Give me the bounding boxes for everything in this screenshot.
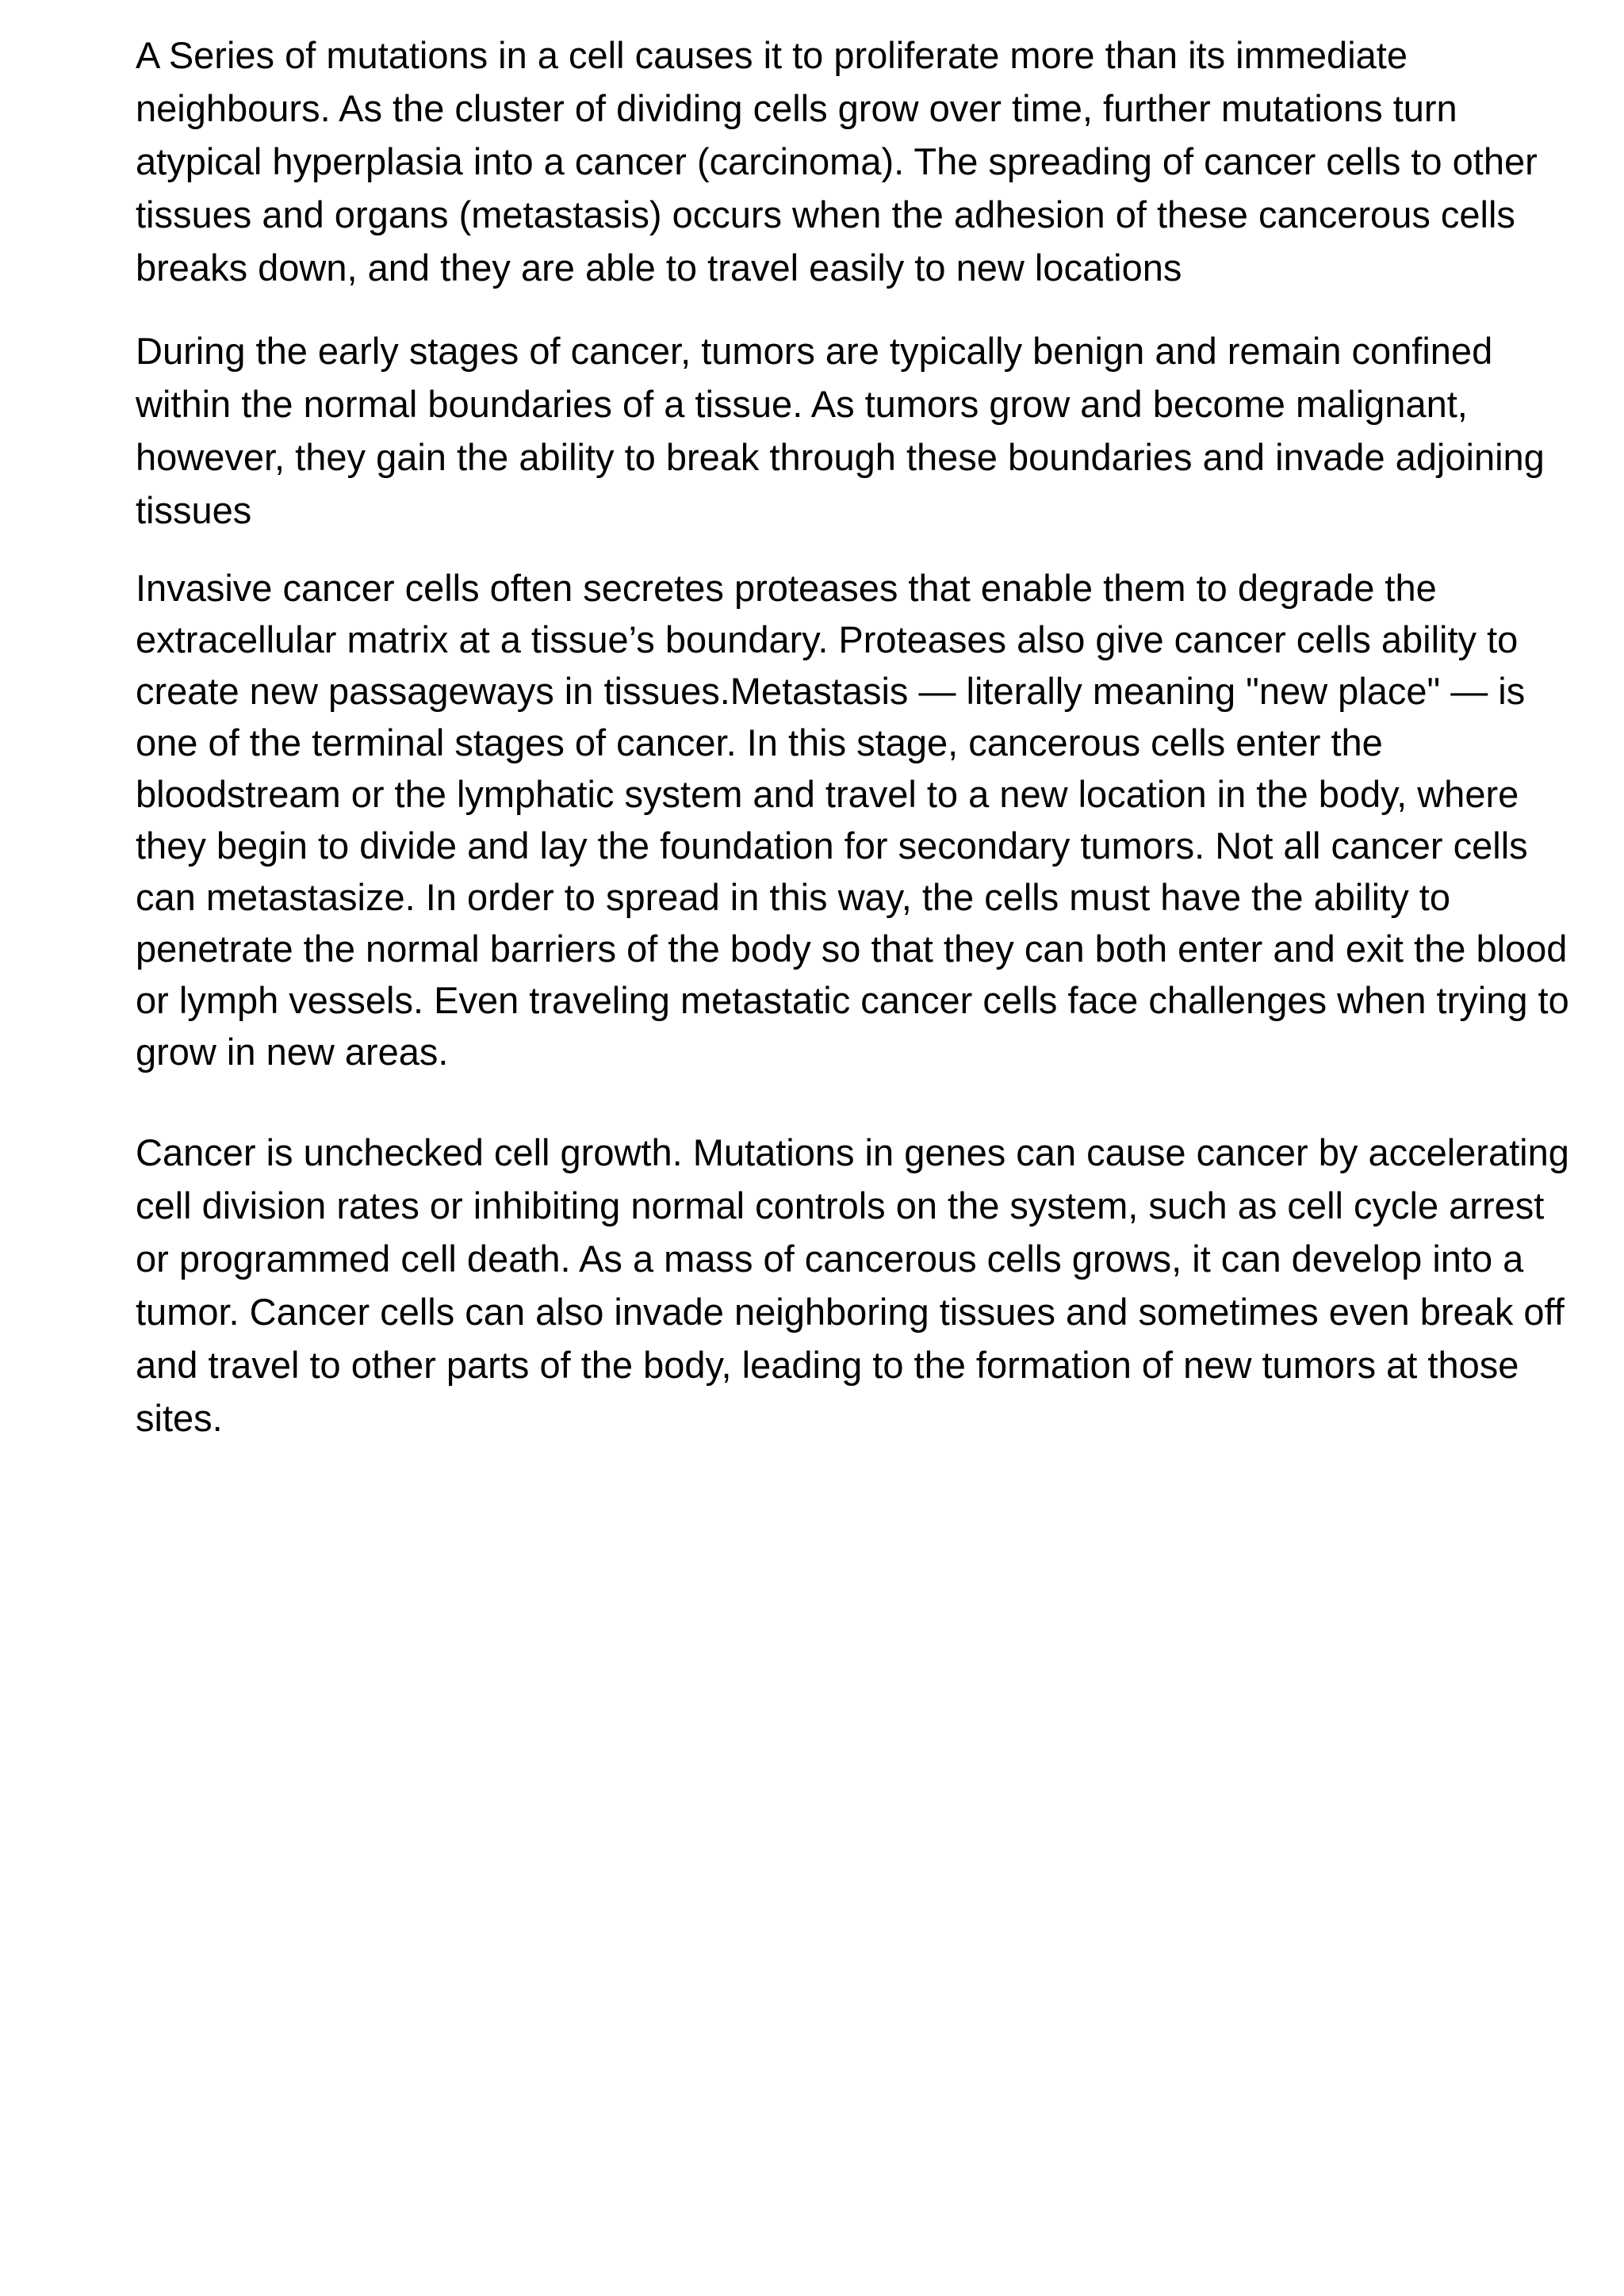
paragraph-cancer-definition: Cancer is unchecked cell growth. Mutations in genes can cause cancer by accelerating cell division rates or inhibiting normal controls on the system, such as cell cycle arrest or programmed cell death. As a mass of cancerous cells grows, it can develop into a tumor. Cancer cells can also invade neighboring tissues and sometimes even break off and travel to other parts of the body, leading to the formation of new tumors at those sites. [136, 1131, 1569, 1439]
paragraph-early-stages: During the early stages of cancer, tumors are typically benign and remain confined within the normal boundaries of a tissue. As tumors grow and become malignant, however, they gain the ability to break through these boundaries and invade adjoining tissues [136, 330, 1545, 531]
paragraph-mutations: A Series of mutations in a cell causes it to proliferate more than its immediate neighbours. As the cluster of dividing cells grow over time, further mutations turn atypical hyperplasia into a cancer (carcinoma). The spreading of cancer cells to other tissues and organs (metastasis) occurs when the adhesion of these cancerous cells breaks down, and they are able to travel easily to new locations [136, 34, 1538, 289]
paragraph-metastasis: Invasive cancer cells often secretes proteases that enable them to degrade the extracellular matrix at a tissue’s boundary. Proteases also give cancer cells ability to create new passageways in tissues.Metastasis — literally meaning "new place" — is one of the terminal stages of cancer. In this stage, cancerous cells enter the bloodstream or the lymphatic system and travel to a new location in the body, where they begin to divide and lay the foundation for secondary tumors. Not all cancer cells can metastasize. In order to spread in this way, the cells must have the ability to penetrate the normal barriers of the body so that they can both enter and exit the blood or lymph vessels. Even traveling metastatic cancer cells face challenges when trying to grow in new areas. [136, 567, 1569, 1073]
